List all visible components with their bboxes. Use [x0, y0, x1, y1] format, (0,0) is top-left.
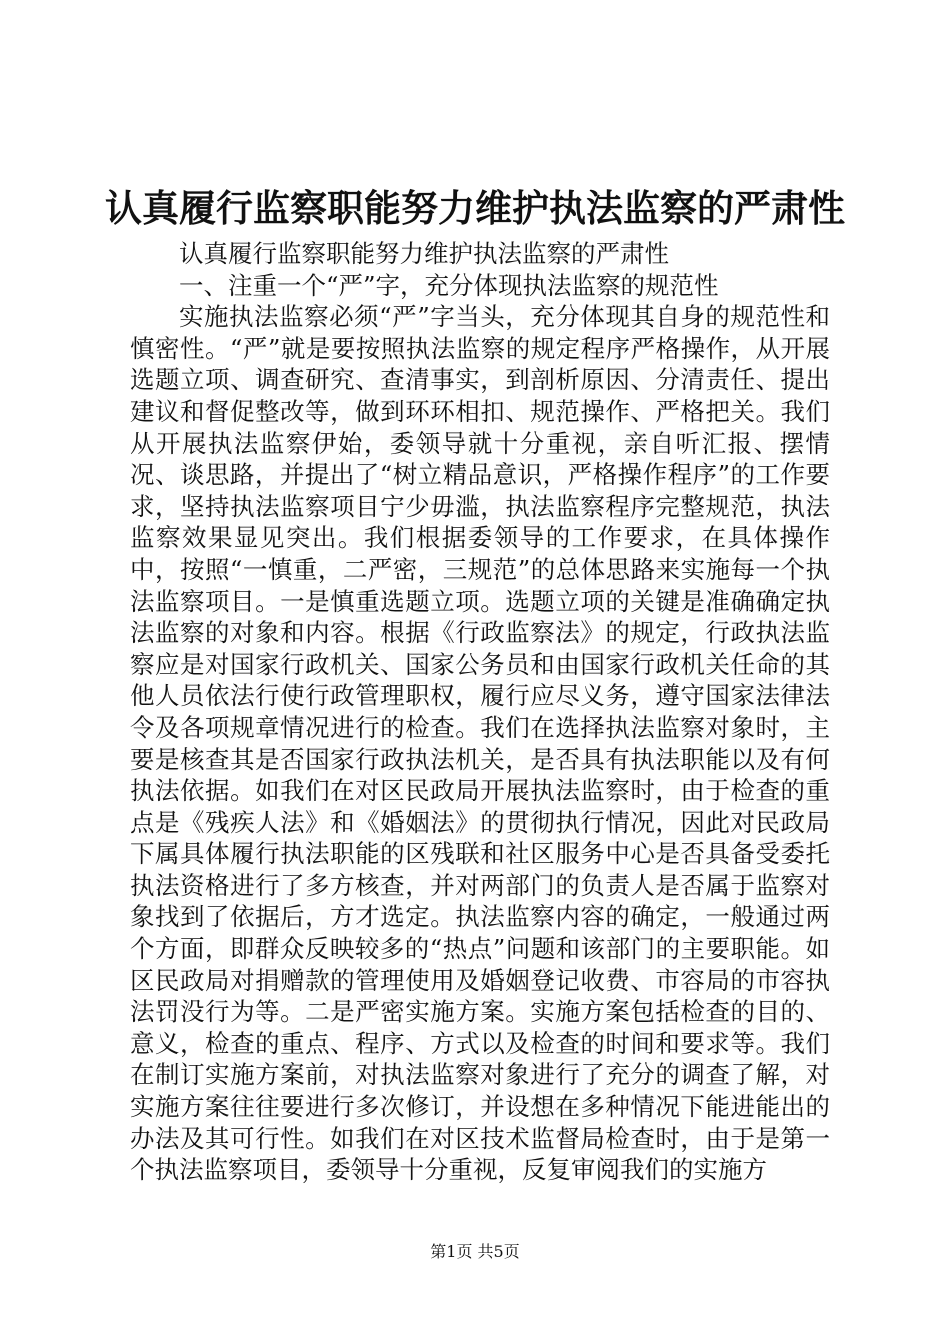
body-paragraph: 实施执法监察必须“严”字当头，充分体现其自身的规范性和慎密性。“严”就是要按照执法监察的规定程序严格操作，从开展选题立项、调查研究、查清事实，到剖析原因、分清责任、提出建议和督促整改等，做到环环相扣、规范操作、严格把关。我们从开展执法监察伊始，委领导就十分重视，亲自听汇报、摆情况、谈思路，并提出了“树立精品意识，严格操作程序”的工作要求，坚持执法监察项目宁少毋滥，执法监察程序完整规范，执法监察效果显见突出。我们根据委领导的工作要求，在具体操作中，按照“一慎重，二严密，三规范”的总体思路来实施每一个执法监察项目。一是慎重选题立项。选题立项的关键是准确确定执法监察的对象和内容。根据《行政监察法》的规定，行政执法监察应是对国家行政机关、国家公务员和由国家行政机关任命的其他人员依法行使行政管理职权，履行应尽义务，遵守国家法律法令及各项规章情况进行的检查。我们在选择执法监察对象时，主要是核查其是否国家行政执法机关，是否具有执法职能以及有何执法依据。如我们在对区民政局开展执法监察时，由于检查的重点是《残疾人法》和《婚姻法》的贯彻执行情况，因此对民政局下属具体履行执法职能的区残联和社区服务中心是否具备受委托执法资格进行了多方核查，并对两部门的负责人是否属于监察对象找到了依据后，方才选定。执法监察内容的确定，一般通过两个方面，即群众反映较多的“热点”问题和该部门的主要职能。如区民政局对捐赠款的管理使用及婚姻登记收费、市容局的市容执法罚没行为等。二是严密实施方案。实施方案包括检查的目的、意义，检查的重点、程序、方式以及检查的时间和要求等。我们在制订实施方案前，对执法监察对象进行了充分的调查了解，对实施方案往往要进行多次修订，并设想在多种情况下能进能出的办法及其可行性。如我们在对区技术监督局检查时，由于是第一个执法监察项目，委领导十分重视，反复审阅我们的实施方: [130, 302, 830, 1185]
page-number-footer: 第1页 共5页: [430, 1242, 520, 1261]
subtitle-line: 认真履行监察职能努力维护执法监察的严肃性: [179, 239, 669, 268]
document-title: 认真履行监察职能努力维护执法监察的严肃性: [105, 186, 845, 230]
section-heading: 一、注重一个“严”字，充分体现执法监察的规范性: [179, 270, 719, 300]
document-body: [130, 238, 830, 1186]
